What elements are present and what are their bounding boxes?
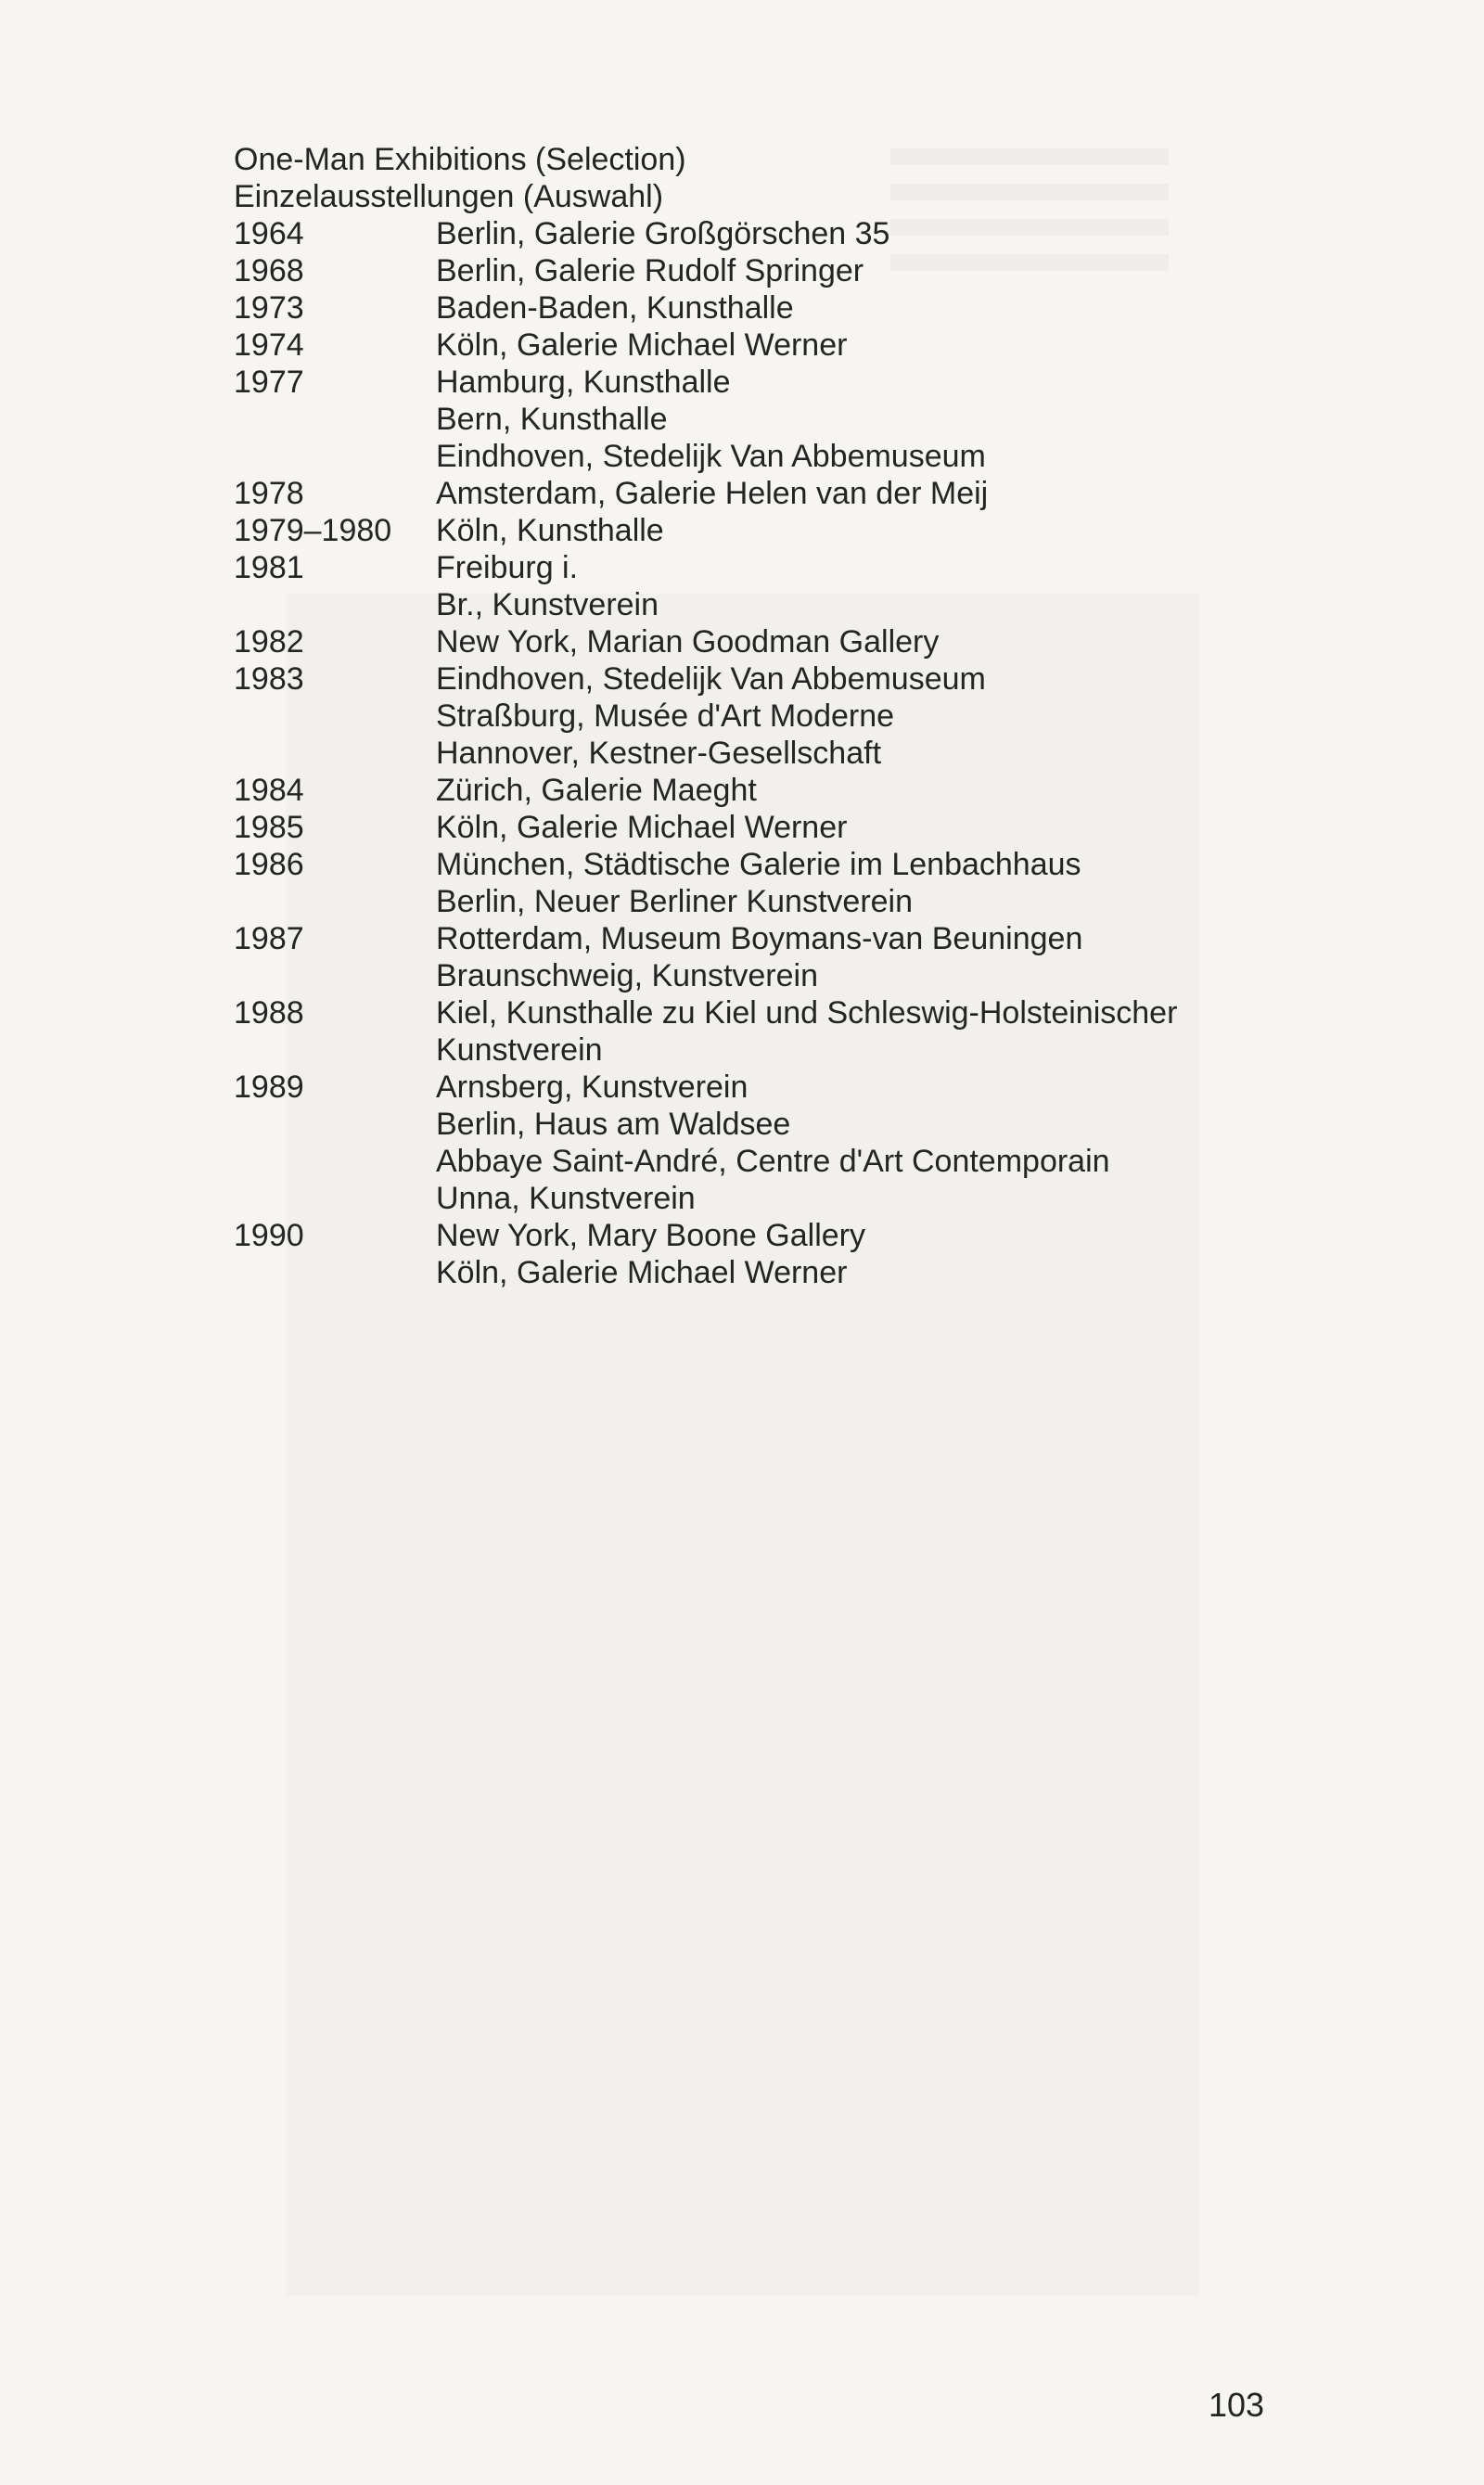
- exhibition-entry: [234, 1217, 1300, 1291]
- exhibition-venue: Rotterdam, Museum Boymans-van Beuningen: [436, 921, 1083, 956]
- exhibition-venue: Straßburg, Musée d'Art Moderne: [436, 698, 895, 734]
- exhibition-venues: [436, 364, 1300, 475]
- exhibition-entry: [234, 623, 1300, 660]
- exhibition-venues: [436, 623, 1300, 660]
- exhibition-venue: Berlin, Neuer Berliner Kunstverein: [436, 884, 914, 919]
- exhibition-entry: [234, 809, 1300, 846]
- exhibition-year: 1990: [234, 1218, 304, 1253]
- exhibition-entry: [234, 920, 1300, 994]
- exhibition-venue: New York, Mary Boone Gallery: [436, 1218, 865, 1253]
- exhibition-year: 1987: [234, 921, 304, 956]
- exhibition-venues: [436, 772, 1300, 809]
- exhibition-venue: Hamburg, Kunsthalle: [436, 365, 731, 400]
- exhibition-venue: Freiburg i.: [436, 550, 579, 585]
- exhibition-venue: Köln, Galerie Michael Werner: [436, 327, 848, 363]
- exhibition-venues: [436, 512, 1300, 549]
- exhibition-year: 1977: [234, 365, 304, 400]
- exhibition-venue: Köln, Galerie Michael Werner: [436, 1255, 848, 1290]
- exhibition-venue: Berlin, Galerie Rudolf Springer: [436, 253, 864, 288]
- exhibition-entry: [234, 364, 1300, 475]
- exhibition-venues: [436, 920, 1300, 994]
- exhibition-year: 1964: [234, 216, 304, 251]
- exhibition-venues: [436, 215, 1300, 252]
- exhibition-year: 1974: [234, 327, 304, 363]
- exhibition-venue: Amsterdam, Galerie Helen van der Meij: [436, 476, 989, 511]
- exhibition-venues: [436, 475, 1300, 512]
- exhibition-venue: München, Städtische Galerie im Lenbachhaus: [436, 847, 1081, 882]
- heading-german: Einzelausstellungen (Auswahl): [234, 179, 664, 214]
- exhibition-entry: [234, 549, 1300, 623]
- exhibition-venue: Zürich, Galerie Maeght: [436, 773, 757, 808]
- exhibition-entry: [234, 994, 1300, 1069]
- exhibition-year: 1982: [234, 624, 304, 660]
- exhibition-entry: [234, 327, 1300, 364]
- exhibition-list: [234, 141, 1300, 1291]
- exhibition-venues: [436, 252, 1300, 289]
- exhibition-entry: [234, 772, 1300, 809]
- exhibition-venues: [436, 289, 1300, 327]
- exhibition-year: 1984: [234, 773, 304, 808]
- exhibition-venues: [436, 1217, 1300, 1291]
- exhibition-entry: [234, 215, 1300, 252]
- exhibition-venue: Kiel, Kunsthalle zu Kiel und Schleswig-Holsteinischer: [436, 995, 1178, 1031]
- exhibition-venues: [436, 994, 1300, 1069]
- exhibition-entry: [234, 1069, 1300, 1217]
- exhibition-entry: [234, 512, 1300, 549]
- exhibition-venue: Braunschweig, Kunstverein: [436, 958, 819, 993]
- exhibition-year: 1973: [234, 290, 304, 326]
- exhibition-venue: Kunstverein: [436, 1032, 603, 1068]
- exhibition-venue: Hannover, Kestner-Gesellschaft: [436, 736, 882, 771]
- exhibition-year: 1981: [234, 550, 304, 585]
- exhibition-venue: Berlin, Haus am Waldsee: [436, 1107, 791, 1142]
- exhibition-venues: [436, 549, 1300, 623]
- exhibition-year: 1968: [234, 253, 304, 288]
- exhibition-year: 1985: [234, 810, 304, 845]
- exhibition-venue: New York, Marian Goodman Gallery: [436, 624, 940, 660]
- exhibition-venue: Baden-Baden, Kunsthalle: [436, 290, 794, 326]
- exhibition-venue: Eindhoven, Stedelijk Van Abbemuseum: [436, 661, 986, 697]
- exhibition-venue: Eindhoven, Stedelijk Van Abbemuseum: [436, 439, 986, 474]
- exhibition-venue: Br., Kunstverein: [436, 587, 659, 622]
- exhibition-venue: Berlin, Galerie Großgörschen 35: [436, 216, 890, 251]
- exhibition-year: 1988: [234, 995, 304, 1031]
- exhibition-entries: [234, 215, 1300, 1291]
- exhibition-year: 1986: [234, 847, 304, 882]
- exhibition-venue: Bern, Kunsthalle: [436, 402, 668, 437]
- heading-english: One-Man Exhibitions (Selection): [234, 142, 686, 177]
- exhibition-year: 1979–1980: [234, 513, 392, 548]
- exhibition-venue: Arnsberg, Kunstverein: [436, 1070, 748, 1105]
- exhibition-venues: [436, 327, 1300, 364]
- exhibition-venue: Köln, Galerie Michael Werner: [436, 810, 848, 845]
- exhibition-venues: [436, 1069, 1300, 1217]
- exhibition-entry: [234, 475, 1300, 512]
- exhibition-venues: [436, 660, 1300, 772]
- exhibition-entry: [234, 252, 1300, 289]
- exhibition-venues: [436, 846, 1300, 920]
- exhibition-venue: Köln, Kunsthalle: [436, 513, 664, 548]
- exhibition-venue: Unna, Kunstverein: [436, 1181, 696, 1216]
- exhibition-year: 1983: [234, 661, 304, 697]
- exhibition-venue: Abbaye Saint-André, Centre d'Art Contemporain: [436, 1144, 1110, 1179]
- exhibition-entry: [234, 660, 1300, 772]
- page-number: 103: [1209, 2386, 1265, 2424]
- exhibition-entry: [234, 846, 1300, 920]
- exhibition-year: 1989: [234, 1070, 304, 1105]
- exhibition-entry: [234, 289, 1300, 327]
- exhibition-year: 1978: [234, 476, 304, 511]
- exhibition-venues: [436, 809, 1300, 846]
